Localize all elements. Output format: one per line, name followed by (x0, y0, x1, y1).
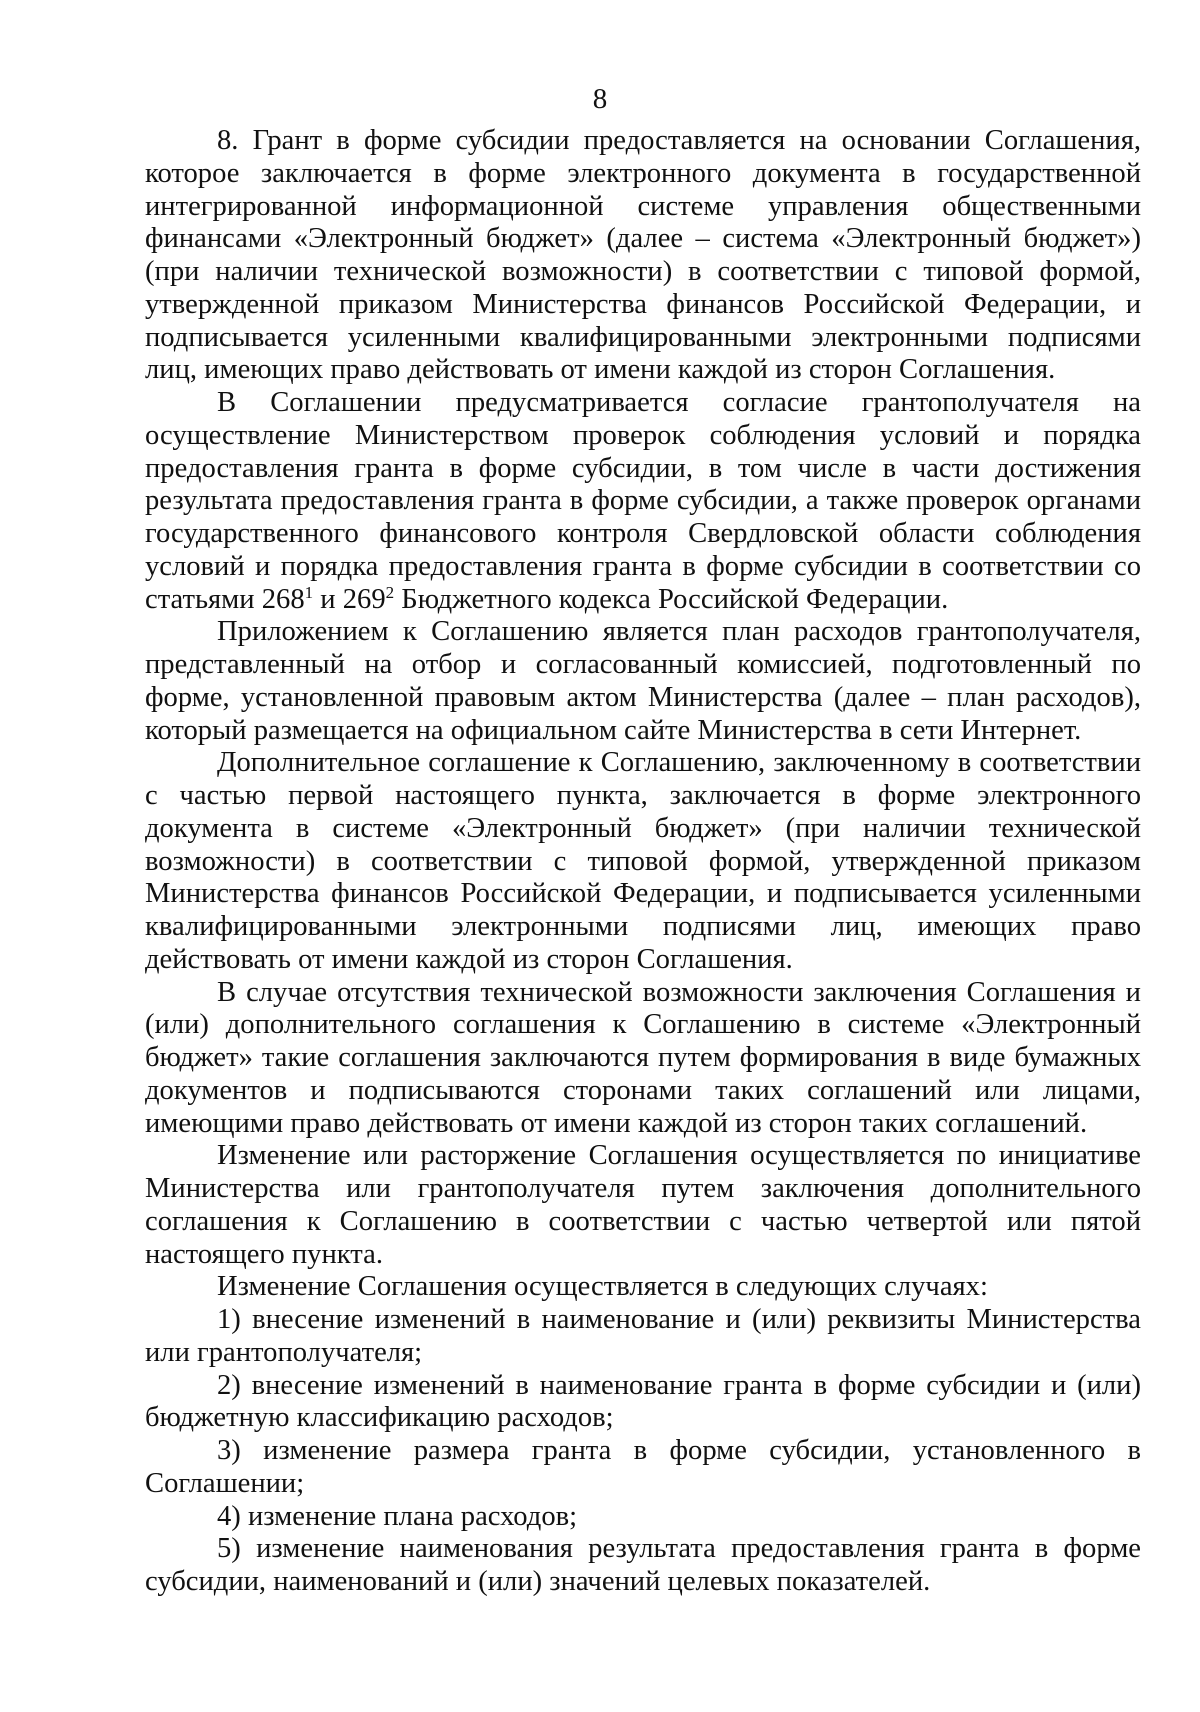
superscript-2: 2 (385, 582, 395, 602)
paragraph-7: Изменение Соглашения осуществляется в следующих случаях: (217, 1271, 988, 1303)
list-item-4: 4) изменение плана расходов; (217, 1500, 578, 1532)
list-item-1: 1) внесение изменений в наименование и (или) реквизиты Министерства или грантополучателя; (145, 1304, 1141, 1368)
list-item-3: 3) изменение размера гранта в форме субсидии, установленного в Соглашении; (145, 1435, 1141, 1499)
superscript-1: 1 (304, 582, 314, 602)
paragraph-2-text-c: Бюджетного кодекса Российской Федерации. (394, 583, 949, 615)
paragraph-2-text-a: В Соглашении предусматривается согласие грантополучателя на осуществление Министерством проверок соблюдения условий и порядка предоставления гранта в форме субсидии, в том числе в части достижения результата предоставления гранта в форме субсидии, а также проверок органами государственного финансового контроля Свердловской области соблюдения условий и порядка предоставления гранта в форме субсидии в соответствии со статьями 268 (145, 387, 1141, 615)
paragraph-3: Приложением к Соглашению является план расходов грантополучателя, представленный на отбор и согласованный комиссией, подготовленный по форме, установленной правовым актом Министерства (далее – план расходов), который размещается на официальном сайте Министерства в сети Интернет. (145, 616, 1141, 746)
document-body (145, 125, 1141, 1599)
paragraph-1: 8. Грант в форме субсидии предоставляется на основании Соглашения, которое заключается в форме электронного документа в государственной интегрированной информационной системе управления общественными финансами «Электронный бюджет» (далее – система «Электронный бюджет») (при наличии технической возможности) в соответствии с типовой формой, утвержденной приказом Министерства финансов Российской Федерации, и подписывается усиленными квалифицированными электронными подписями лиц, имеющих право действовать от имени каждой из сторон Соглашения. (145, 125, 1141, 386)
paragraph-2-text-b: и 269 (313, 583, 386, 615)
paragraph-5: В случае отсутствия технической возможности заключения Соглашения и (или) дополнительного соглашения к Соглашению в системе «Электронный бюджет» такие соглашения заключаются путем формирования в виде бумажных документов и подписываются сторонами таких соглашений или лицами, имеющими право действовать от имени каждой из сторон таких соглашений. (145, 976, 1141, 1139)
paragraph-2 (145, 387, 1141, 616)
list-item-2: 2) внесение изменений в наименование гранта в форме субсидии и (или) бюджетную классификацию расходов; (145, 1369, 1141, 1434)
paragraph-6: Изменение или расторжение Соглашения осуществляется по инициативе Министерства или грантополучателя путем заключения дополнительного соглашения к Соглашению в соответствии с частью четвертой или пятой настоящего пункта. (145, 1140, 1141, 1270)
page-number: 8 (592, 83, 608, 115)
paragraph-4: Дополнительное соглашение к Соглашению, заключенному в соответствии с частью первой настоящего пункта, заключается в форме электронного документа в системе «Электронный бюджет» (при наличии технической возможности) в соответствии с типовой формой, утвержденной приказом Министерства финансов Российской Федерации, и подписывается усиленными квалифицированными электронными подписями лиц, имеющих право действовать от имени каждой из сторон Соглашения. (145, 747, 1141, 975)
list-item-5: 5) изменение наименования результата предоставления гранта в форме субсидии, наименований и (или) значений целевых показателей. (145, 1533, 1141, 1597)
